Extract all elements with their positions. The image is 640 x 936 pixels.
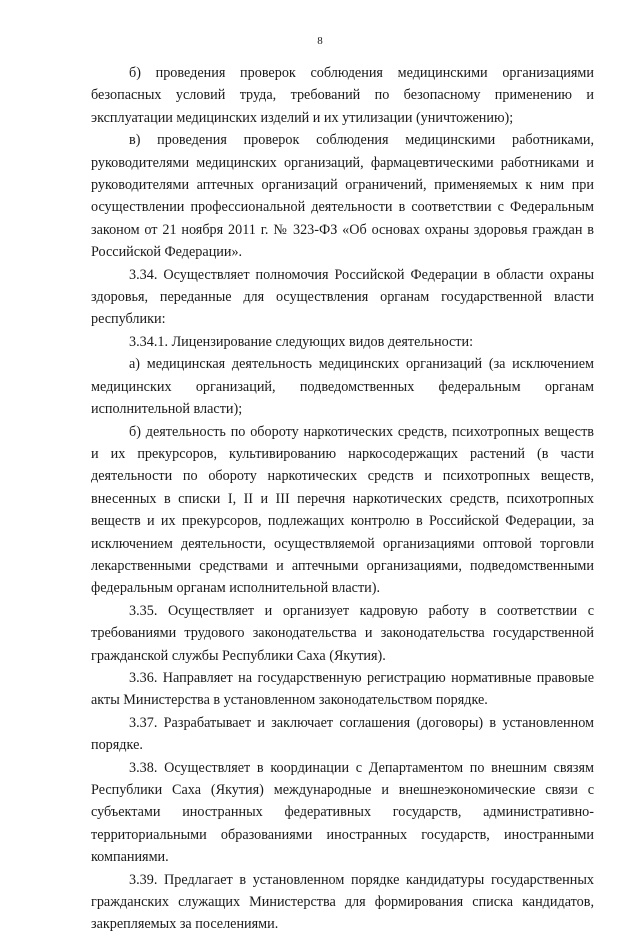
paragraph-3-37: 3.37. Разрабатывает и заключает соглашения (договоры) в установленном порядке. bbox=[91, 714, 594, 754]
paragraph-3-39: 3.39. Предлагает в установленном порядке кандидатуры государственных гражданских служащих Министерства для формирования списка кандидатов, закрепляемых за поселениями. bbox=[91, 871, 594, 933]
paragraph-3-38: 3.38. Осуществляет в координации с Департаментом по внешним связям Республики Саха (Якутия) международные и внешнеэкономические связи с субъектами иностранных федеративных государств, административно-территориальными образованиями иностранных государств, иностранными компаниями. bbox=[91, 759, 594, 866]
paragraph-b-inspections-safety: б) проведения проверок соблюдения медицинскими организациями безопасных условий труда, требований по безопасному применению и эксплуатации медицинских изделий и их утилизации (уничтожению); bbox=[91, 65, 594, 126]
paragraph-3-34: 3.34. Осуществляет полномочия Российской Федерации в области охраны здоровья, переданные для осуществления органам государственной власти республики: bbox=[91, 266, 594, 328]
paragraph-3-36: 3.36. Направляет на государственную регистрацию нормативные правовые акты Министерства в установленном законодательством порядке. bbox=[91, 669, 594, 709]
paragraph-v-inspections-restrictions: в) проведения проверок соблюдения медицинскими работниками, руководителями медицинских организаций, фармацевтическими работниками и руководителями аптечных организаций ограничений, применяемых к ним при осуществлении профессиональной деятельности в соответствии с Федеральным законом от 21 ноября 2011 г. № 323-ФЗ «Об основах охраны здоровья граждан в Российской Федерации». bbox=[91, 132, 594, 261]
paragraph-3-35: 3.35. Осуществляет и организует кадровую работу в соответствии с требованиями трудового законодательства и законодательства государственной гражданской службы Республики Саха (Якутия). bbox=[91, 602, 594, 664]
document-body bbox=[91, 62, 594, 936]
paragraph-a-medical-activity: а) медицинская деятельность медицинских организаций (за исключением медицинских организаций, подведомственных федеральным органам исполнительной власти); bbox=[91, 356, 594, 418]
paragraph-3-34-1: 3.34.1. Лицензирование следующих видов деятельности: bbox=[129, 333, 474, 350]
page-number: 8 bbox=[317, 35, 323, 47]
paragraph-b-narcotics-turnover: б) деятельность по обороту наркотических средств, психотропных веществ и их прекурсоров, культивированию наркосодержащих растений (в части деятельности по обороту наркотических средств и психотропных веществ, внесенных в списки I, II и III перечня наркотических средств, психотропных веществ и их прекурсоров, подлежащих контролю в Российской Федерации, за исключением деятельности, осуществляемой организациями оптовой торговли лекарственными средствами и аптечными организациями, подведомственными федеральным органам исполнительной власти). bbox=[91, 423, 594, 597]
